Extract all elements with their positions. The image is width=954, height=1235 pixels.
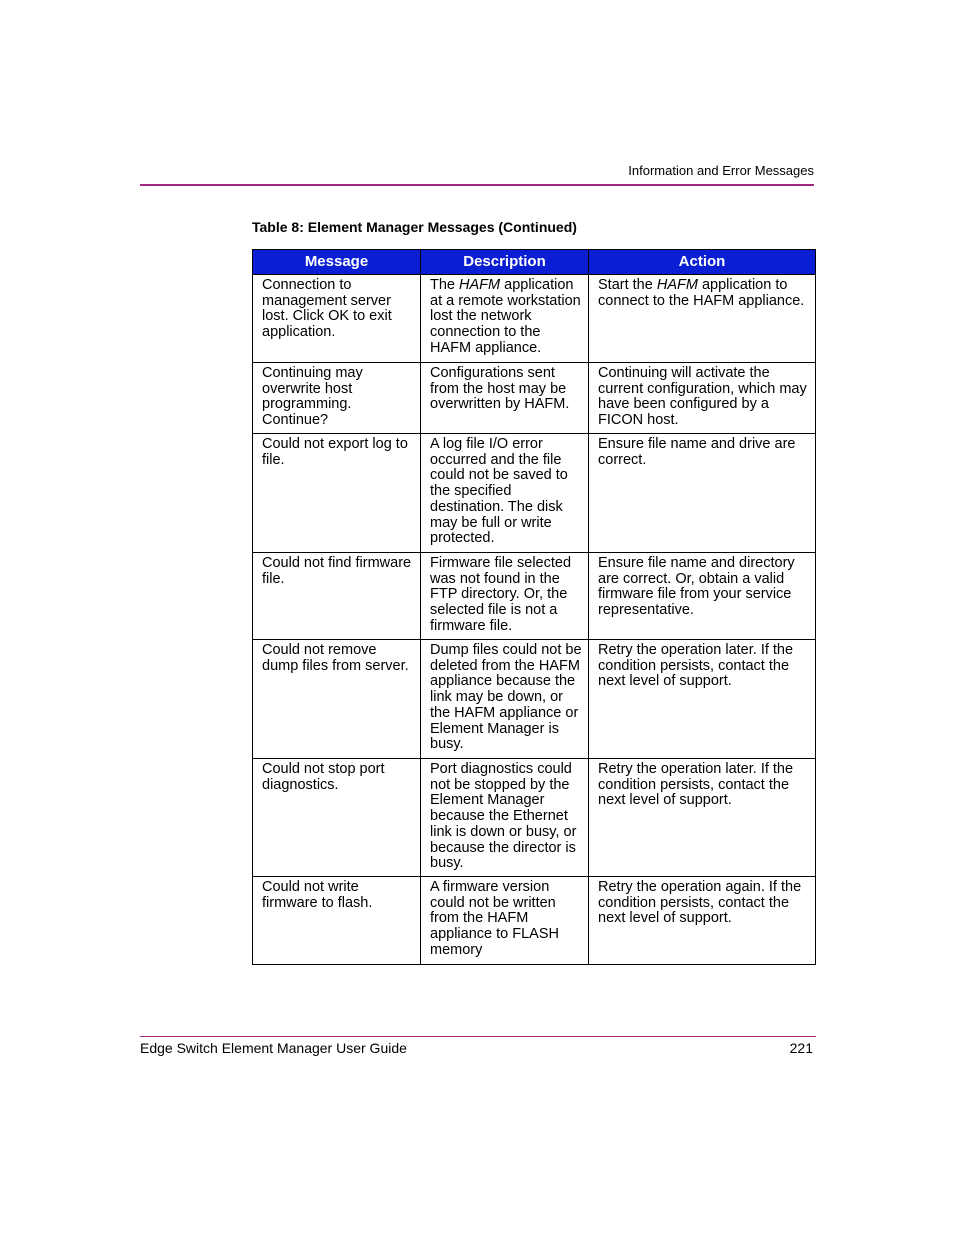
message-cell: Could not stop port diagnostics. xyxy=(253,759,421,877)
column-header-description: Description xyxy=(421,250,589,275)
message-cell: Could not find firmware file. xyxy=(253,553,421,640)
table-row xyxy=(253,877,816,965)
description-text: application at a remote workstation lost the network connection to the HAFM appliance. xyxy=(430,277,581,356)
table-row xyxy=(253,275,816,363)
action-text: application to connect to the HAFM appliance. xyxy=(598,277,805,309)
description-cell: A firmware version could not be written from the HAFM appliance to FLASH memory xyxy=(421,877,589,965)
table-row xyxy=(253,640,816,759)
header-rule xyxy=(140,184,814,186)
action-cell: Retry the operation later. If the condition persists, contact the next level of support. xyxy=(589,759,816,877)
message-cell: Connection to management server lost. Click OK to exit application. xyxy=(253,275,421,363)
running-head: Information and Error Messages xyxy=(628,163,814,178)
description-cell xyxy=(421,275,589,363)
table-row xyxy=(253,759,816,877)
description-emphasis: HAFM xyxy=(459,277,501,293)
description-text: The xyxy=(430,277,460,293)
action-emphasis: HAFM xyxy=(656,277,698,293)
description-cell: Firmware file selected was not found in the FTP directory. Or, the selected file is not a firmware file. xyxy=(421,553,589,640)
action-cell xyxy=(589,275,816,363)
page-number: 221 xyxy=(789,1040,813,1056)
action-cell: Continuing will activate the current configuration, which may have been configured by a FICON host. xyxy=(589,363,816,434)
column-header-action: Action xyxy=(589,250,816,275)
message-cell: Continuing may overwrite host programming. Continue? xyxy=(253,363,421,434)
action-cell: Retry the operation again. If the condition persists, contact the next level of support. xyxy=(589,877,816,965)
footer-title: Edge Switch Element Manager User Guide xyxy=(140,1040,407,1056)
table-row xyxy=(253,434,816,553)
footer-rule xyxy=(140,1036,816,1037)
description-cell: Configurations sent from the host may be overwritten by HAFM. xyxy=(421,363,589,434)
table-row xyxy=(253,363,816,434)
description-cell: Port diagnostics could not be stopped by the Element Manager because the Ethernet link is down or busy, or because the director is busy. xyxy=(421,759,589,877)
column-header-message: Message xyxy=(253,250,421,275)
table-row xyxy=(253,553,816,640)
action-cell: Ensure file name and drive are correct. xyxy=(589,434,816,553)
action-cell: Retry the operation later. If the condition persists, contact the next level of support. xyxy=(589,640,816,759)
messages-table xyxy=(252,249,816,965)
message-cell: Could not remove dump files from server. xyxy=(253,640,421,759)
table-caption: Table 8: Element Manager Messages (Continued) xyxy=(252,219,577,235)
message-cell: Could not export log to file. xyxy=(253,434,421,553)
table-header-row xyxy=(253,250,816,275)
action-text: Start the xyxy=(598,277,657,293)
action-cell: Ensure file name and directory are correct. Or, obtain a valid firmware file from your service representative. xyxy=(589,553,816,640)
description-cell: Dump files could not be deleted from the HAFM appliance because the link may be down, or the HAFM appliance or Element Manager is busy. xyxy=(421,640,589,759)
description-cell: A log file I/O error occurred and the file could not be saved to the specified destination. The disk may be full or write protected. xyxy=(421,434,589,553)
message-cell: Could not write firmware to flash. xyxy=(253,877,421,965)
